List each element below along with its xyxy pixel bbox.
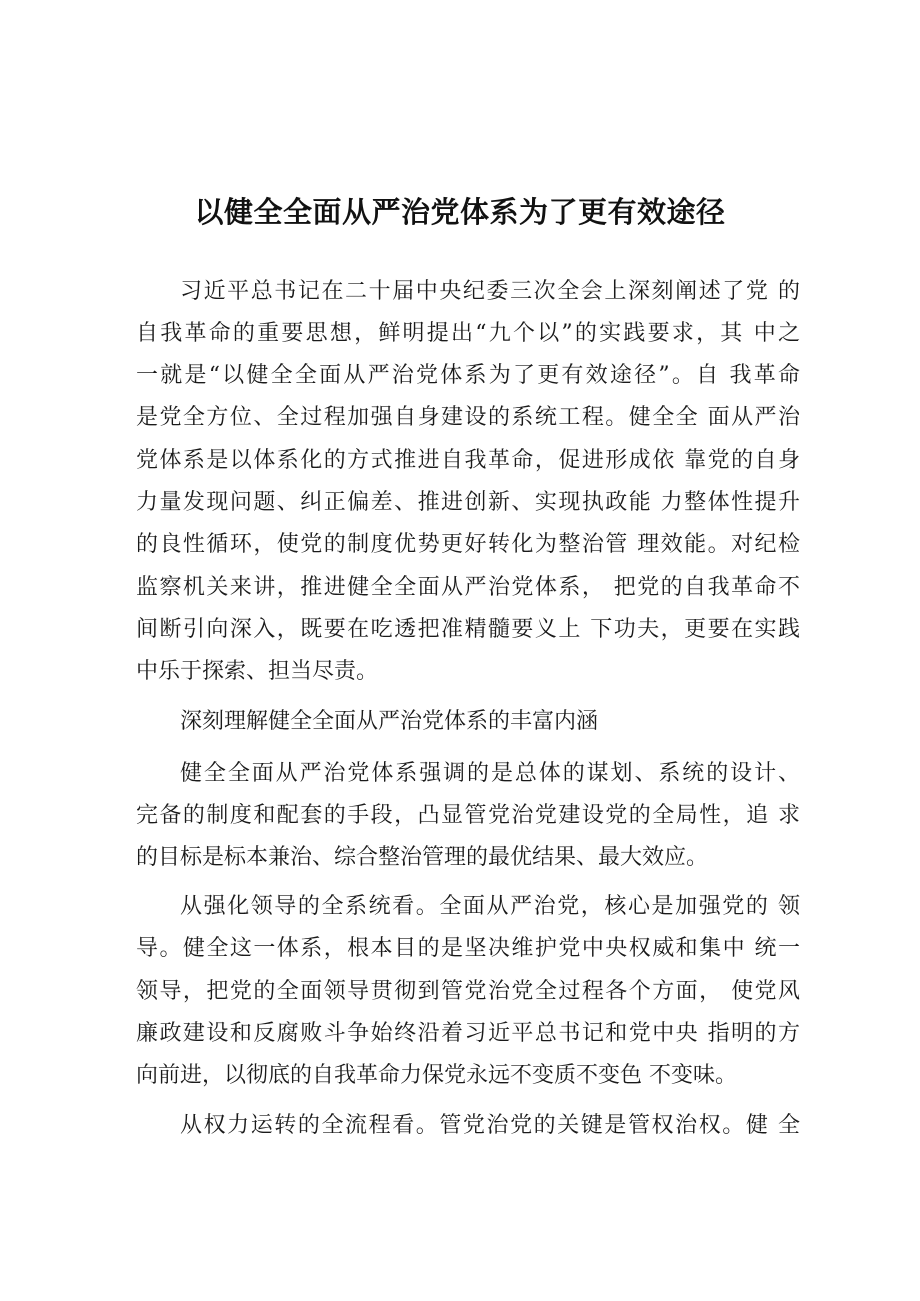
paragraph-line: 党体系是以体系化的方式推进自我革命，促进形成依 靠党的自身 xyxy=(136,448,800,473)
paragraph-line: 一就是“以健全全面从严治党体系为了更有效途径”。自 我革命 xyxy=(136,363,800,388)
paragraph-line: 完备的制度和配套的手段，凸显管党治党建设党的全局性，追 求 xyxy=(136,803,800,828)
paragraph-line: 健全全面从严治党体系强调的是总体的谋划、系统的设计、 xyxy=(180,761,800,786)
document-title: 以健全全面从严治党体系为了更有效途径 xyxy=(194,195,726,229)
paragraph-line: 中乐于探索、担当尽责。 xyxy=(136,659,379,684)
paragraph-line: 监察机关来讲，推进健全全面从严治党体系， 把党的自我革命不 xyxy=(136,575,800,600)
paragraph-line: 的目标是标本兼治、综合整治管理的最优结果、最大效应。 xyxy=(136,845,709,870)
paragraph-line: 从强化领导的全系统看。全面从严治党，核心是加强党的 领 xyxy=(180,894,800,919)
paragraph-line: 导。健全这一体系，根本目的是坚决维护党中央权威和集中 统一 xyxy=(136,936,800,961)
paragraph-line: 习近平总书记在二十届中央纪委三次全会上深刻阐述了党 的 xyxy=(180,279,800,304)
paragraph-line: 力量发现问题、纠正偏差、推进创新、实现执政能 力整体性提升 xyxy=(136,490,800,515)
paragraph-line: 领导，把党的全面领导贯彻到管党治党全过程各个方面， 使党风 xyxy=(136,979,800,1004)
paragraph-line: 是党全方位、全过程加强自身建设的系统工程。健全全 面从严治 xyxy=(136,405,800,430)
paragraph-line: 自我革命的重要思想，鲜明提出“九个以”的实践要求，其 中之 xyxy=(136,321,800,346)
paragraph-line: 向前进，以彻底的自我革命力保党永远不变质不变色 不变味。 xyxy=(136,1063,737,1088)
paragraph-line: 的良性循环，使党的制度优势更好转化为整治管 理效能。对纪检 xyxy=(136,532,800,557)
section-heading: 深刻理解健全全面从严治党体系的丰富内涵 xyxy=(180,709,599,734)
paragraph-line: 廉政建设和反腐败斗争始终沿着习近平总书记和党中央 指明的方 xyxy=(136,1021,800,1046)
paragraph-line: 间断引向深入，既要在吃透把准精髓要义上 下功夫，更要在实践 xyxy=(136,617,800,642)
paragraph-line: 从权力运转的全流程看。管党治党的关键是管权治权。健 全 xyxy=(180,1113,800,1138)
